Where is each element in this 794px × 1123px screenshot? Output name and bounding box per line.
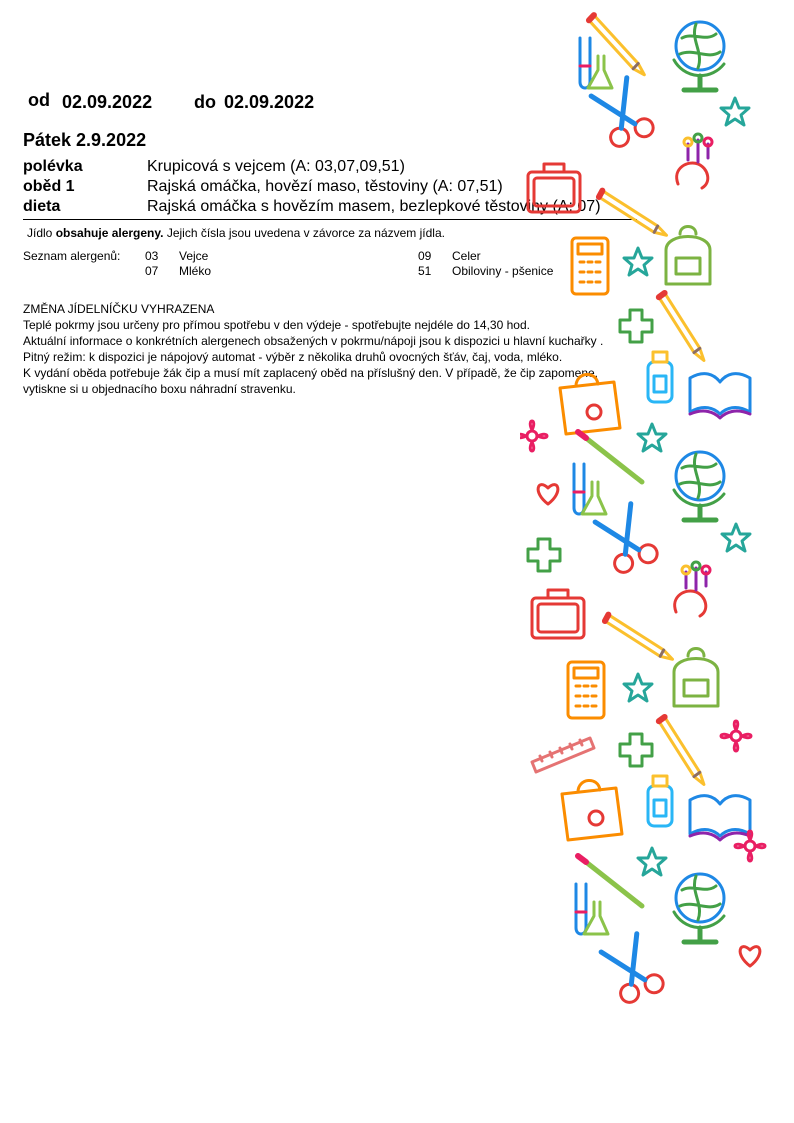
notes-line: Teplé pokrmy jsou určeny pro přímou spotřebu v den výdeje - spotřebujte nejdéle do 14,30 hod. — [23, 318, 530, 332]
meal-label: polévka — [23, 158, 83, 175]
allergen-code: 07 — [145, 264, 159, 278]
allergen-list-label: Seznam alergenů: — [23, 249, 121, 263]
allergen-code: 03 — [145, 249, 159, 263]
allergen-note — [27, 226, 445, 240]
allergen-code: 51 — [418, 264, 432, 278]
allergen-name: Mléko — [179, 264, 212, 278]
allergen-name: Obiloviny - pšenice — [452, 264, 554, 278]
allergen-note-suffix: Jejich čísla jsou uvedena v závorce za názvem jídla. — [163, 226, 445, 240]
meal-label: oběd 1 — [23, 178, 75, 195]
from-date: 02.09.2022 — [62, 92, 153, 112]
allergen-note-prefix: Jídlo — [27, 226, 56, 240]
school-supplies-decoration — [520, 0, 794, 1123]
allergen-name: Celer — [452, 249, 481, 263]
meal-label: dieta — [23, 198, 61, 215]
allergen-name: Vejce — [179, 249, 209, 263]
allergen-code: 09 — [418, 249, 432, 263]
day-title: Pátek 2.9.2022 — [23, 130, 147, 150]
notes-line: Pitný režim: k dispozici je nápojový automat - výběr z několika druhů ovocných šťáv, čaj, voda, mléko. — [23, 350, 563, 364]
meal-value: Krupicová s vejcem (A: 03,07,09,51) — [147, 158, 405, 175]
allergen-note-bold: obsahuje alergeny. — [55, 226, 164, 240]
to-label: do — [194, 92, 216, 112]
meal-value: Rajská omáčka, hovězí maso, těstoviny (A: 07,51) — [147, 178, 503, 195]
notes-line: Aktuální informace o konkrétních alergenech obsažených v pokrmu/nápoji jsou k dispozici u hlavní kuchařky . — [23, 334, 604, 348]
from-label: od — [28, 90, 50, 110]
to-date: 02.09.2022 — [224, 92, 315, 112]
notes-heading: ZMĚNA JÍDELNÍČKU VYHRAZENA — [23, 302, 215, 316]
notes-line: K vydání oběda potřebuje žák čip a musí mít zaplacený oběd na příslušný den. V případě, že čip zapomene, vytiskne si u objednacího boxu náhradní stravenku. — [23, 366, 599, 396]
meal-value: Rajská omáčka s hovězím masem, bezlepkové těstoviny (A: 07) — [147, 198, 601, 215]
